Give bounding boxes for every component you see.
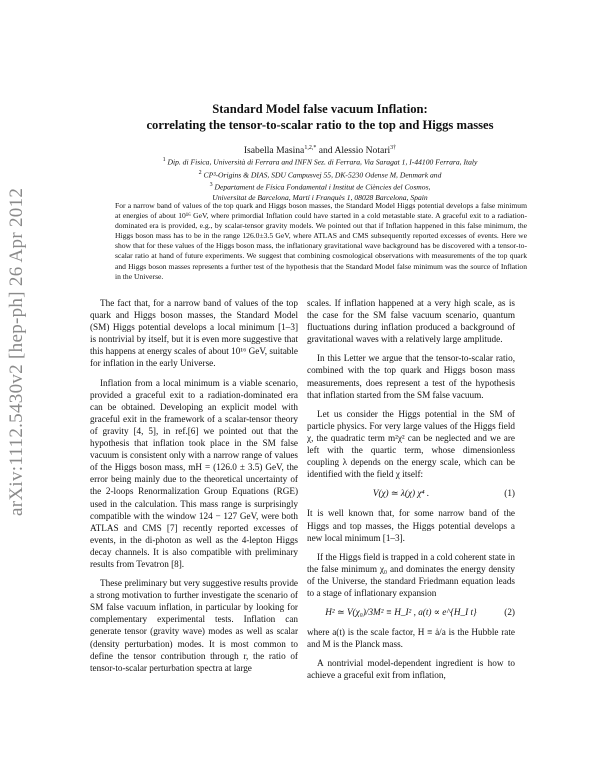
paragraph: Inflation from a local minimum is a viable scenario, provided a graceful exit to a radiation-dominated era can be obtained. Developing an explicit model with graceful exit in the framework of a scalar-tensor theory of gravity [4, 5], in ref.[6] we pointed out that the hypothesis that inflation took place in the SM false vacuum is consistent only with a narrow range of values of the Higgs boson mass, mH = (126.0 ± 3.5) GeV, the error being mainly due to the theoretical uncertainty of the 2-loops Renormalization Group Equations (RGE) used in the calculation. This mass range is surprisingly compatible with the window 124 − 127 GeV, were both ATLAS and CMS [7] recently reported excesses of events, in the di-photon as well as the 4-lepton Higgs decay channels. It is also compatible with preliminary results from Tevatron [8]. (90, 377, 298, 569)
paper-title (110, 101, 530, 133)
affiliation-1 (90, 155, 550, 168)
affil-2-text: CP³-Origins & DIAS, SDU Campusvej 55, DK-5230 Odense M, Denmark and (201, 170, 442, 180)
equation-1-body: V(χ) ≃ λ(χ) χ⁴ . (372, 488, 430, 499)
equation-1-number: (1) (504, 488, 515, 499)
equation-2-body: H² ≃ V(χ₀)/3M² ≡ H_I² , a(t) ∝ e^{H_I t} (325, 607, 477, 618)
paragraph: Let us consider the Higgs potential in the SM of particle physics. For very large values of the Higgs field χ, the quadratic term m²χ² can be neglected and we are left with the quartic term, whose dimensionless coupling λ depends on the energy scale, which can be identified with the field χ itself: (307, 408, 515, 480)
left-column (90, 297, 298, 681)
affiliations (90, 155, 550, 203)
right-column (307, 297, 515, 689)
paragraph: The fact that, for a narrow band of values of the top quark and Higgs boson masses, the Standard Model (SM) Higgs potential develops a local minimum [1–3] is nontrivial by itself, but it is even more suggestive that this happens at energy scales of about 10¹⁶ GeV, suitable for inflation in the early Universe. (90, 298, 298, 369)
affil-1-marker: 1 (162, 157, 166, 163)
paragraph: It is well known that, for some narrow band of the Higgs and top masses, the Higgs potential develops a new local minimum [1–3]. (307, 508, 515, 543)
affil-3-marker: 3 (209, 182, 213, 189)
author-2-marks: 3† (390, 145, 397, 151)
paragraph: In this Letter we argue that the tensor-to-scalar ratio, combined with the top quark and Higgs boson mass measurements, does represent a test of the hypothesis that inflation started from the SM false vacuum. (307, 353, 515, 400)
paragraph: scales. If inflation happened at a very high scale, as is the case for the SM false vacuum scenario, quantum fluctuations during inflation produced a background of gravitational waves with a relatively large amplitude. (307, 298, 515, 345)
affiliation-3-cont: Universitat de Barcelona, Martí i Franquès 1, 08028 Barcelona, Spain (212, 192, 428, 202)
affil-1-text: Dip. di Fisica, Università di Ferrara and INFN Sez. di Ferrara, Via Saragat 1, I-44100 Ferrara, Italy (165, 157, 478, 167)
paragraph: where a(t) is the scale factor, H ≡ ȧ/a is the Hubble rate and M is the Planck mass. (307, 627, 515, 650)
author-1-marks: 1,2,* (304, 145, 317, 151)
paragraph: If the Higgs field is trapped in a cold coherent state in the false minimum χ₀ and dominates the energy density of the Universe, the standard Friedmann equation leads to a stage of inflationary expansion (307, 551, 515, 598)
affil-3-text: Departament de Física Fondamental i Institut de Ciències del Cosmos, (212, 182, 431, 192)
affiliation-2 (90, 168, 550, 181)
author-2: and Alessio Notari (316, 145, 391, 157)
affil-2-marker: 2 (198, 169, 202, 176)
author-1: Isabella Masina (243, 145, 305, 157)
abstract: For a narrow band of values of the top quark and Higgs boson masses, the Standard Model Higgs potential develops a false minimum at energies of about 10¹⁶ GeV, where primordial Inflation could have started in a cold metastable state. A graceful exit to a radiation-dominated era is provided, e.g., by scalar-tensor gravity models. We pointed out that if Inflation happened in this false minimum, the Higgs boson mass has to be in the range 126.0±3.5 GeV, where ATLAS and CMS subsequently reported excesses of events. Here we show that for these values of the Higgs boson mass, the inflationary gravitational wave background has be discovered with a tensor-to-scalar ratio at hand of future experiments. We suggest that combining cosmological observations with measurements of the top quark and Higgs boson masses represents a further test of the hypothesis that the Standard Model false minimum was the source of Inflation in the Universe. (115, 201, 527, 281)
paragraph: These preliminary but very suggestive results provide a strong motivation to further investigate the scenario of SM false vacuum inflation, in particular by looking for complementary experimental tests. Inflation can generate tensor (gravity wave) modes as well as scalar (density perturbation) modes. It is most common to define the tensor contribution through r, the ratio of tensor-to-scalar perturbation spectra at large (90, 578, 298, 673)
arxiv-identifier: arXiv:1112.5430v2 [hep-ph] 26 Apr 2012 (6, 187, 27, 516)
equation-2 (307, 606, 515, 618)
equation-1 (307, 487, 515, 499)
affiliation-3 (90, 180, 550, 193)
paragraph: A nontrivial model-dependent ingredient is how to achieve a graceful exit from inflation, (307, 658, 515, 681)
title-line-1: Standard Model false vacuum Inflation: (212, 102, 428, 116)
equation-2-number: (2) (504, 607, 515, 618)
title-line-2: correlating the tensor-to-scalar ratio to the top and Higgs masses (146, 118, 494, 132)
